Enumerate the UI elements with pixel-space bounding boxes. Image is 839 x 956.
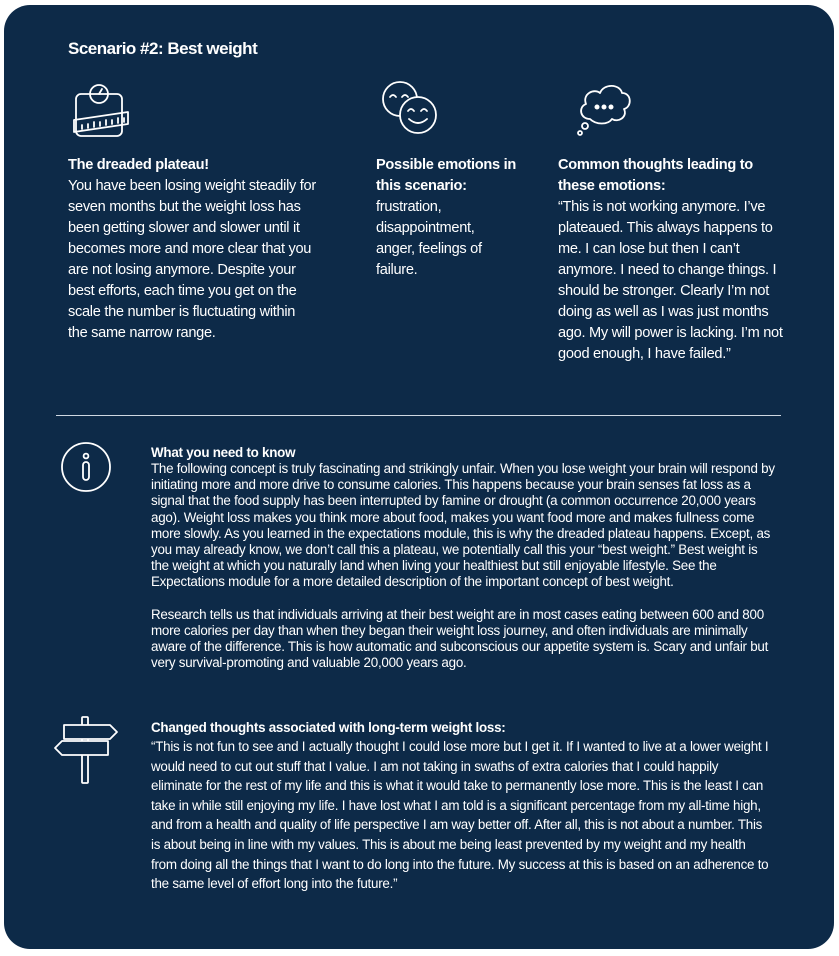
info-paragraph-1: The following concept is truly fascinating and strikingly unfair. When you lose weight your brain will respond by initiating more and more drive to consume calories. This happens because your brain senses fat loss as a signal that the food supply has been interrupted by famine or drought (a common occurrence 20,000 years ago). Weight loss makes you think more about food, makes you want food more and makes fullness come more slowly. As you learned in the expectations module, this is why the dreaded plateau happens. Except, as you may already know, we don’t call this a plateau, we potentially call this your “best weight.” Best weight is the weight at which you naturally land when living your healthiest but still enjoyable lifestyle. See the Expectations module for a more detailed description of the important concept of best weight. bbox=[151, 461, 775, 590]
thoughts-heading: Common thoughts leading to these emotions: bbox=[558, 157, 753, 194]
emotions-heading: Possible emotions in this scenario: bbox=[376, 157, 516, 194]
thoughts-column bbox=[558, 155, 786, 365]
changed-thoughts bbox=[151, 718, 773, 894]
page-title: Scenario #2: Best weight bbox=[68, 39, 258, 58]
what-you-need-to-know bbox=[151, 445, 776, 671]
plateau-heading: The dreaded plateau! bbox=[68, 157, 209, 173]
scenario-card bbox=[4, 5, 834, 949]
section-divider bbox=[56, 415, 781, 416]
info-icon bbox=[60, 441, 112, 493]
thoughts-text: “This is not working anymore. I’ve plateaued. This always happens to me. I can lose but then I can’t anymore. I need to change things. I should be stronger. Clearly I’m not doing as well as I was just months ago. My will power is lacking. I’m not good enough, I have failed.” bbox=[558, 199, 783, 362]
info-paragraph-2: Research tells us that individuals arriving at their best weight are in most cases eating between 600 and 800 more calories per day than when they began their weight loss journey, and often individuals are minimally aware of the difference. This is how automatic and subconscious our appetite system is. Scary and unfair but very survival-promoting and valuable 20,000 years ago. bbox=[151, 606, 769, 671]
changed-heading: Changed thoughts associated with long-term weight loss: bbox=[151, 720, 506, 735]
info-heading: What you need to know bbox=[151, 445, 296, 460]
signpost-icon bbox=[52, 715, 120, 785]
plateau-text: You have been losing weight steadily for seven months but the weight loss has been getting slower and slower until it becomes more and more clear that you are not losing anymore. Despite your best efforts, each time you get on the scale the number is fluctuating within the same narrow range. bbox=[68, 178, 316, 341]
plateau-column bbox=[68, 155, 318, 344]
thought-bubble-icon bbox=[572, 79, 634, 139]
changed-text: “This is not fun to see and I actually thought I could lose more but I get it. If I wanted to live at a lower weight I would need to cut out stuff that I value. I am not taking in swaths of extra calories that I could happily eliminate for the rest of my life and this is what it would take to permanently lose more. This is the least I can take in while still enjoying my life. I have lost what I am told is a significant percentage from my all-time high, and from a health and quality of life perspective I am way better off. After all, this is not about a number. This is about being in line with my values. This is about me being least prevented by my weight and my health from doing all the things that I want to do long into the future. My success at this is based on an adherence to the same level of effort long into the future.” bbox=[151, 739, 769, 892]
scale-with-tape-icon bbox=[72, 80, 132, 142]
emotions-column bbox=[376, 155, 516, 281]
emotions-text: frustration, disappointment, anger, feelings of failure. bbox=[376, 199, 482, 278]
smiling-faces-icon bbox=[378, 79, 442, 139]
